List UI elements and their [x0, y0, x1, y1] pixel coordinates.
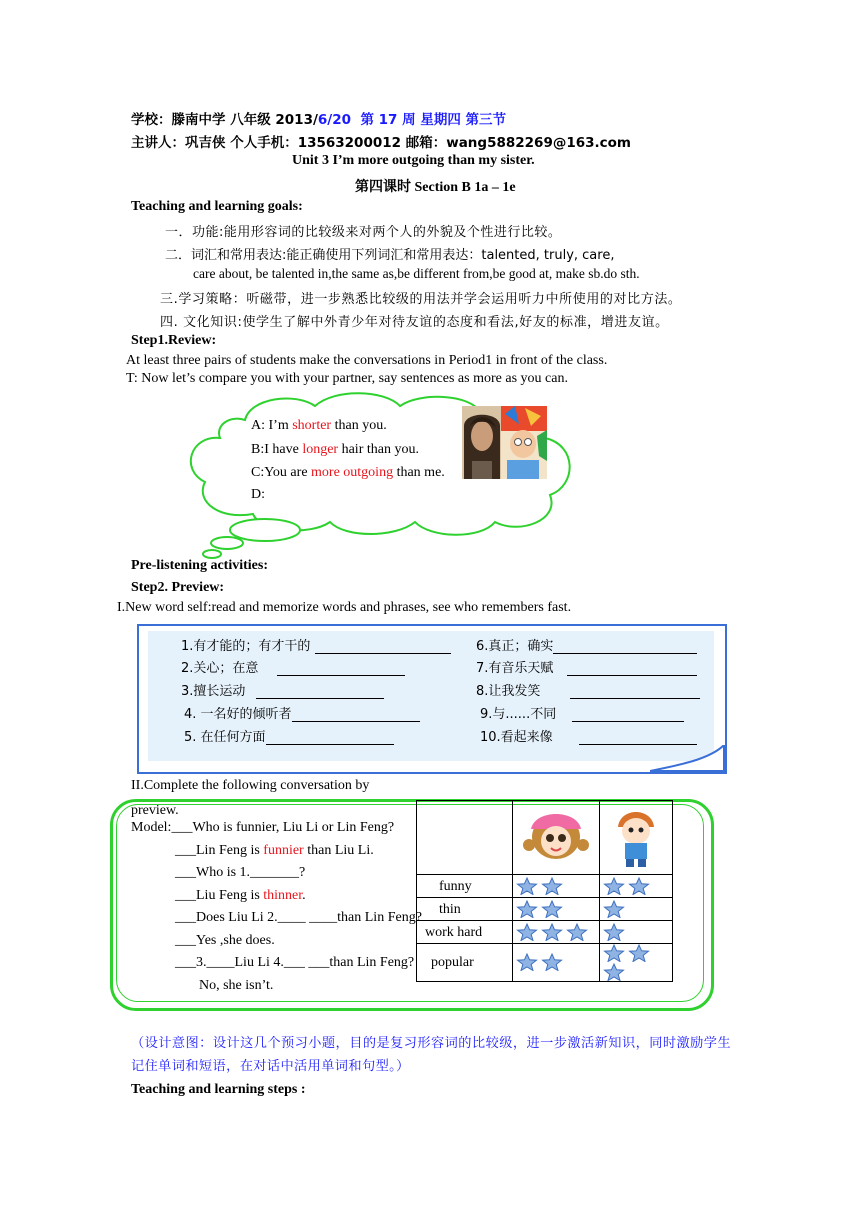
vocab-label-3: 3.擅长运动: [181, 684, 246, 699]
rating-label-thin: thin: [439, 902, 461, 917]
vocab-blank-10[interactable]: [579, 730, 697, 745]
star-icon: [603, 900, 625, 918]
rating-linfeng-thin: [600, 898, 673, 921]
conv-line-3: ___Who is 1._______?: [175, 865, 306, 880]
cloud-b-post: hair than you.: [338, 442, 419, 457]
vocab-label-2: 2.关心；在意: [181, 661, 259, 676]
star-icon: [603, 963, 625, 981]
school-line-date: 6/20: [317, 112, 352, 128]
linfeng-cartoon: [600, 801, 672, 869]
rating-row: [417, 921, 673, 944]
lesson-title: 第四课时 Section B 1a – 1e: [355, 180, 516, 195]
vocab-item-4: [184, 703, 420, 722]
step2-heading: Step2. Preview:: [131, 580, 225, 595]
rating-row: [417, 898, 673, 921]
school-line: [131, 108, 506, 128]
vocab-label-5: 5. 在任何方面: [184, 730, 266, 745]
vocab-page-curl: [650, 745, 726, 773]
vocab-label-4: 4. 一名好的倾听者: [184, 707, 292, 722]
vocab-label-6: 6.真正；确实: [476, 639, 554, 654]
rating-label-cell: [417, 921, 513, 944]
vocab-label-7: 7.有音乐天赋: [476, 661, 554, 676]
cloud-a-red: shorter: [292, 418, 332, 433]
star-icon: [628, 944, 650, 962]
rating-linfeng-work-hard: [600, 921, 673, 944]
design-note: （设计意图：设计这几个预习小题，目的是复习形容词的比较级，进一步激活新知识，同时激励学生记住单词和短语，在对话中活用单词和句型。）: [131, 1036, 731, 1074]
boy-photo: [501, 406, 547, 479]
vocab-blank-6[interactable]: [553, 639, 697, 654]
part2-line2: preview.: [131, 803, 179, 818]
vocab-blank-8[interactable]: [570, 684, 700, 699]
liuli-cell: [513, 801, 600, 875]
rating-liuli-popular: [513, 944, 600, 982]
cloud-line-b: [251, 442, 419, 458]
vocab-label-1: 1.有才能的；有才干的: [181, 639, 311, 654]
star-icon: [603, 877, 625, 895]
cloud-c-post: than me.: [393, 465, 445, 480]
star-icon: [541, 877, 563, 895]
rating-row: [417, 875, 673, 898]
cloud-line-a: [251, 418, 387, 434]
speaker-line: 主讲人：巩吉侠 个人手机：13563200012 邮箱：wang5882269@163.com: [131, 135, 631, 151]
star-icon: [516, 877, 538, 895]
rating-label-funny: funny: [439, 879, 472, 894]
cloud-a-post: than you.: [331, 418, 387, 433]
step2-part1: I.New word self:read and memorize words and phrases, see who remembers fast.: [117, 600, 572, 615]
rating-label-cell: [417, 898, 513, 921]
conv-line-6: ___Yes ,she does.: [175, 933, 275, 948]
rating-row: [417, 944, 673, 982]
rating-corner-cell: [417, 801, 513, 875]
star-icon: [541, 953, 563, 971]
star-icon: [541, 923, 563, 941]
conv-2-pre: ___Lin Feng is: [175, 843, 264, 858]
cloud-a-pre: A: I’m: [251, 418, 293, 433]
conv-line-2: [175, 843, 374, 859]
vocab-item-10: [480, 726, 697, 745]
goal-item-4: 四. 文化知识:使学生了解中外青少年对待友谊的态度和看法,好友的标准，增进友谊。: [160, 315, 669, 330]
vocab-blank-5[interactable]: [266, 730, 394, 745]
star-icon: [516, 953, 538, 971]
cloud-line-d: D:: [251, 487, 265, 498]
rating-table: [416, 800, 673, 982]
vocab-label-10: 10.看起来像: [480, 730, 553, 745]
vocab-blank-9[interactable]: [572, 707, 684, 722]
rating-label-popular: popular: [431, 955, 474, 971]
school-line-prefix: 学校：滕南中学 八年级 2013/: [131, 112, 318, 128]
cloud-b-pre: B:I have: [251, 442, 303, 457]
conv-line-7: ___3.____Liu Li 4.___ ___than Lin Feng?: [175, 955, 415, 970]
vocab-blank-3[interactable]: [256, 684, 384, 699]
vocab-item-6: [476, 635, 697, 654]
cloud-b-red: longer: [302, 442, 339, 457]
steps-heading: Teaching and learning steps :: [131, 1082, 306, 1097]
rating-liuli-funny: [513, 875, 600, 898]
vocab-blank-4[interactable]: [292, 707, 420, 722]
star-icon: [628, 877, 650, 895]
vocab-item-7: [476, 657, 697, 676]
part2-line1: II.Complete the following conversation by: [131, 778, 370, 793]
step1-heading: Step1.Review:: [131, 333, 217, 348]
vocab-item-8: [476, 680, 700, 699]
goal-item-3: 三.学习策略：听磁带，进一步熟悉比较级的用法并学会运用听力中所使用的对比方法。: [160, 292, 682, 307]
vocab-label-9: 9.与......不同: [480, 707, 557, 722]
goal-item-2-cont: care about, be talented in,the same as,be different from,be good at, make sb.do sth.: [193, 266, 640, 281]
conv-4-pre: ___Liu Feng is: [175, 888, 264, 903]
star-icon: [516, 923, 538, 941]
conv-line-4: [175, 888, 306, 904]
conv-4-red: thinner: [263, 888, 303, 903]
vocab-blank-1[interactable]: [315, 639, 451, 654]
goals-heading: Teaching and learning goals:: [131, 199, 303, 214]
vocab-blank-7[interactable]: [567, 661, 697, 676]
conv-2-post: than Liu Li.: [303, 843, 374, 858]
vocab-item-1: [181, 635, 451, 654]
rating-label-work-hard: work hard: [425, 925, 483, 940]
rating-label-cell: [417, 875, 513, 898]
star-icon: [603, 944, 625, 962]
liuli-cartoon: [513, 801, 599, 869]
star-icon: [566, 923, 588, 941]
cloud-line-c: [251, 465, 445, 481]
rating-liuli-work-hard: [513, 921, 600, 944]
vocab-item-9: [480, 703, 684, 722]
goal-item-2: 二．词汇和常用表达:能正确使用下列词汇和常用表达：talented, truly, care,: [165, 248, 615, 263]
unit-title: Unit 3 I’m more outgoing than my sister.: [292, 153, 535, 168]
vocab-item-2: [181, 657, 405, 676]
cloud-c-red: more outgoing: [311, 465, 394, 480]
star-icon: [516, 900, 538, 918]
rating-linfeng-popular: [600, 944, 673, 982]
pre-listening-heading: Pre-listening activities:: [131, 558, 268, 573]
rating-header-row: [417, 801, 673, 875]
conv-line-8: No, she isn’t.: [199, 978, 274, 993]
star-icon: [603, 923, 625, 941]
school-line-rest: 第 17 周 星期四 第三节: [360, 112, 507, 128]
vocab-item-5: [184, 726, 394, 745]
goal-item-1: 一．功能:能用形容词的比较级来对两个人的外貌及个性进行比较。: [165, 225, 562, 240]
step1-line1: At least three pairs of students make the conversations in Period1 in front of the class.: [126, 353, 608, 368]
cloud-c-pre: C:You are: [251, 465, 312, 480]
rating-linfeng-funny: [600, 875, 673, 898]
vocab-item-3: [181, 680, 384, 699]
conv-model: Model:___Who is funnier, Liu Li or Lin Feng?: [131, 820, 395, 835]
vocab-blank-2[interactable]: [277, 661, 405, 676]
conv-2-red: funnier: [263, 843, 304, 858]
star-icon: [541, 900, 563, 918]
linfeng-cell: [600, 801, 673, 875]
rating-label-cell: [417, 944, 513, 982]
vocab-label-8: 8.让我发笑: [476, 684, 541, 699]
conv-line-5: ___Does Liu Li 2.____ ____than Lin Feng?: [175, 910, 422, 925]
conv-4-post: .: [302, 888, 306, 903]
step1-line2: T: Now let’s compare you with your partner, say sentences as more as you can.: [126, 371, 568, 386]
rating-liuli-thin: [513, 898, 600, 921]
girl-photo: [462, 406, 502, 479]
